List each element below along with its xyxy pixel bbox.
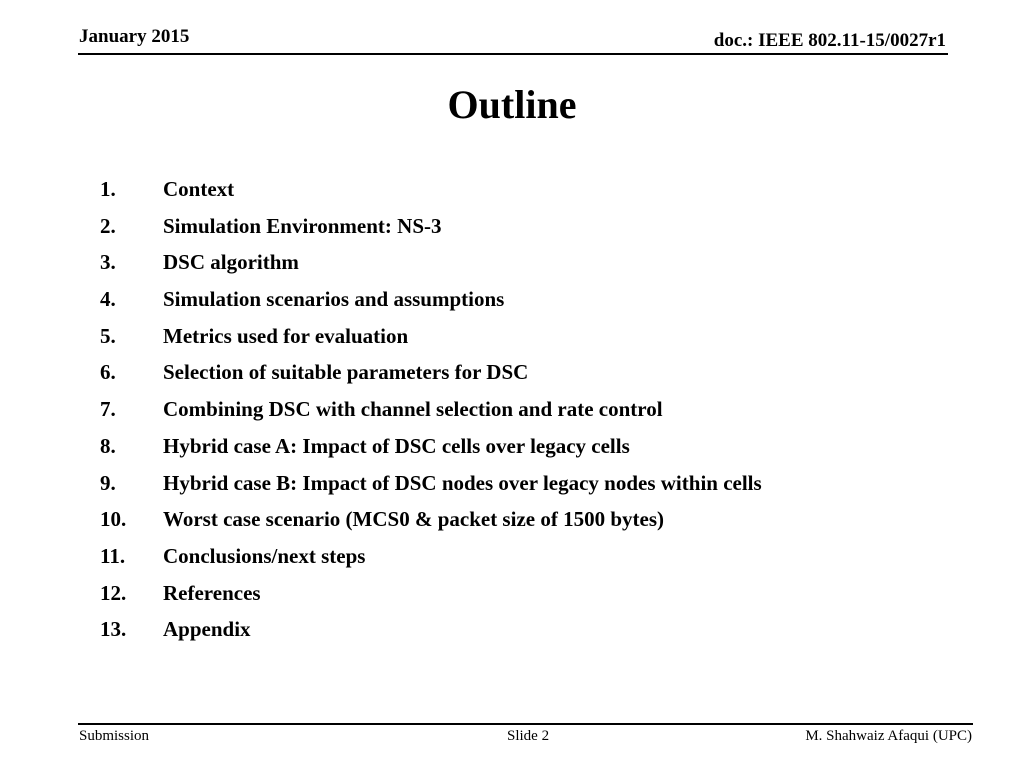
- outline-item: [100, 321, 860, 352]
- slide-title: Outline: [447, 82, 577, 127]
- outline-item-number: 10.: [100, 507, 127, 532]
- outline-item-text: Worst case scenario (MCS0 & packet size of 1500 bytes): [163, 507, 664, 532]
- outline-item-number: 7.: [100, 397, 116, 422]
- outline-item: [100, 504, 860, 535]
- outline-item-number: 5.: [100, 323, 116, 348]
- outline-item-text: Simulation scenarios and assumptions: [163, 287, 505, 312]
- outline-item-text: Conclusions/next steps: [163, 543, 366, 568]
- outline-item: [100, 284, 860, 315]
- outline-item: [100, 468, 860, 499]
- outline-item-number: 6.: [100, 360, 116, 385]
- outline-item-text: Combining DSC with channel selection and rate control: [163, 397, 663, 422]
- outline-item-number: 2.: [100, 213, 116, 238]
- outline-item: [100, 431, 860, 462]
- outline-item-text: Simulation Environment: NS-3: [163, 213, 442, 238]
- outline-list: [100, 174, 860, 651]
- outline-item: [100, 174, 860, 205]
- outline-item-text: Hybrid case B: Impact of DSC nodes over legacy nodes within cells: [163, 470, 762, 495]
- outline-item-number: 13.: [100, 617, 127, 642]
- outline-item-number: 11.: [100, 543, 126, 568]
- outline-item-number: 12.: [100, 580, 127, 605]
- outline-item-number: 8.: [100, 433, 116, 458]
- header-divider: [78, 53, 948, 55]
- footer-slide-number: Slide 2: [507, 728, 550, 744]
- outline-item-text: Selection of suitable parameters for DSC: [163, 360, 529, 385]
- outline-item-text: Appendix: [163, 617, 251, 642]
- outline-item-number: 3.: [100, 250, 116, 275]
- outline-item-number: 9.: [100, 470, 116, 495]
- outline-item: [100, 394, 860, 425]
- outline-item: [100, 541, 860, 572]
- footer-divider: [78, 723, 973, 725]
- outline-item: [100, 211, 860, 242]
- outline-item-text: Context: [163, 177, 235, 201]
- header-doc-id: doc.: IEEE 802.11-15/0027r1: [713, 30, 946, 51]
- outline-item: [100, 578, 860, 609]
- outline-item: [100, 614, 860, 645]
- footer-author: M. Shahwaiz Afaqui (UPC): [805, 728, 972, 744]
- outline-item-text: DSC algorithm: [163, 250, 299, 275]
- outline-item-number: 1.: [100, 177, 116, 201]
- outline-item-text: References: [163, 580, 261, 605]
- outline-item-text: Metrics used for evaluation: [163, 323, 409, 348]
- outline-item-number: 4.: [100, 287, 116, 312]
- header-date: January 2015: [79, 26, 190, 47]
- outline-item: [100, 247, 860, 278]
- footer-submission: Submission: [79, 728, 150, 744]
- outline-item: [100, 357, 860, 388]
- outline-item-text: Hybrid case A: Impact of DSC cells over legacy cells: [163, 433, 630, 458]
